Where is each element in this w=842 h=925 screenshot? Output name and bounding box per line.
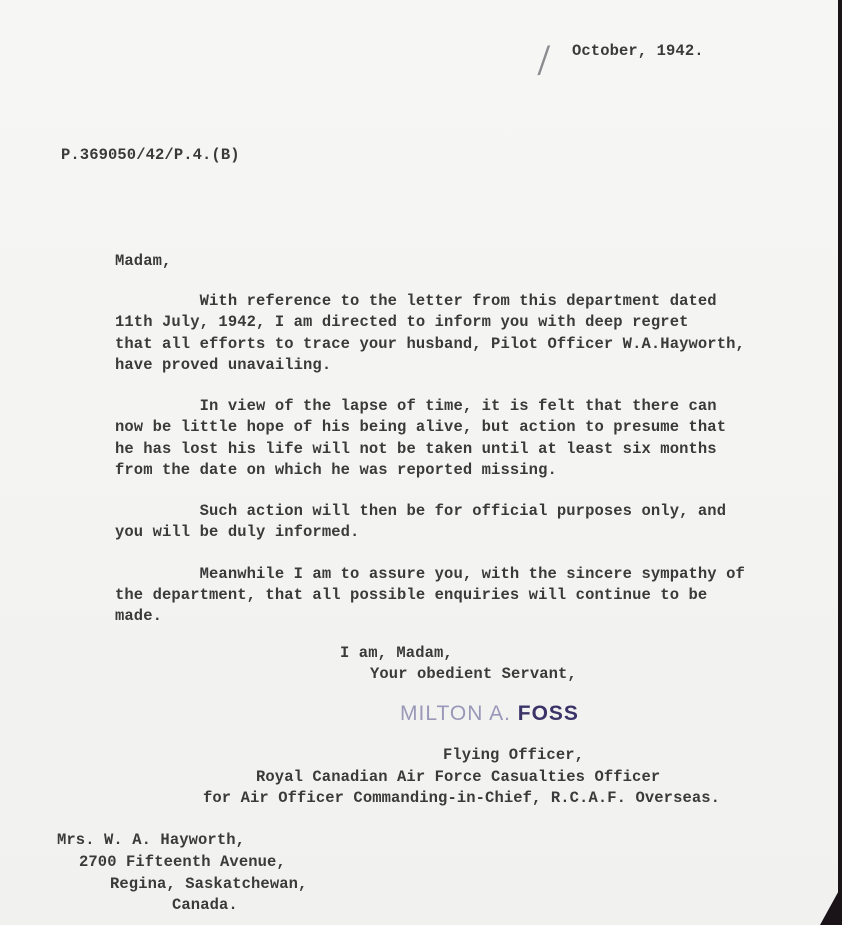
closing-line-2: Your obedient Servant,: [370, 665, 577, 683]
paragraph-4-line: the department, that all possible enquiries will continue to be: [115, 586, 708, 604]
scan-right-border: [838, 0, 842, 925]
letter-date: October, 1942.: [572, 42, 704, 60]
paragraph-3-line: you will be duly informed.: [115, 523, 360, 541]
paragraph-1-line: 11th July, 1942, I am directed to inform you with deep regret: [115, 313, 689, 331]
signatory-for: for Air Officer Commanding-in-Chief, R.C.A.F. Overseas.: [203, 789, 721, 807]
scan-corner-shadow: [820, 885, 842, 925]
paragraph-4-line: made.: [115, 607, 163, 625]
paragraph-2-line: In view of the lapse of time, it is felt that there can: [115, 397, 717, 415]
addressee-name: Mrs. W. A. Hayworth,: [57, 831, 246, 849]
paragraph-1-line: that all efforts to trace your husband, Pilot Officer W.A.Hayworth,: [115, 335, 745, 353]
paragraph-1-line: With reference to the letter from this department dated: [115, 292, 717, 310]
name-stamp: [400, 702, 579, 726]
signatory-role: Royal Canadian Air Force Casualties Officer: [256, 768, 661, 786]
addressee-city: Regina, Saskatchewan,: [110, 875, 308, 893]
addressee-country: Canada.: [172, 896, 238, 914]
signatory-title: Flying Officer,: [443, 746, 585, 764]
paragraph-2-line: from the date on which he was reported missing.: [115, 461, 557, 479]
paragraph-2-line: now be little hope of his being alive, but action to presume that: [115, 418, 727, 436]
paragraph-2-line: he has lost his life will not be taken until at least six months: [115, 440, 717, 458]
salutation: Madam,: [115, 252, 172, 270]
paragraph-3-line: Such action will then be for official purposes only, and: [115, 502, 727, 520]
stamp-surname: FOSS: [517, 702, 579, 725]
stamp-faded-text: MILTON A.: [400, 702, 511, 725]
paragraph-4-line: Meanwhile I am to assure you, with the sincere sympathy of: [115, 565, 745, 583]
paragraph-1-line: have proved unavailing.: [115, 356, 332, 374]
handwritten-date-mark: /: [535, 39, 553, 81]
closing-line-1: I am, Madam,: [340, 644, 453, 662]
reference-number: P.369050/42/P.4.(B): [61, 146, 240, 164]
addressee-street: 2700 Fifteenth Avenue,: [79, 853, 286, 871]
